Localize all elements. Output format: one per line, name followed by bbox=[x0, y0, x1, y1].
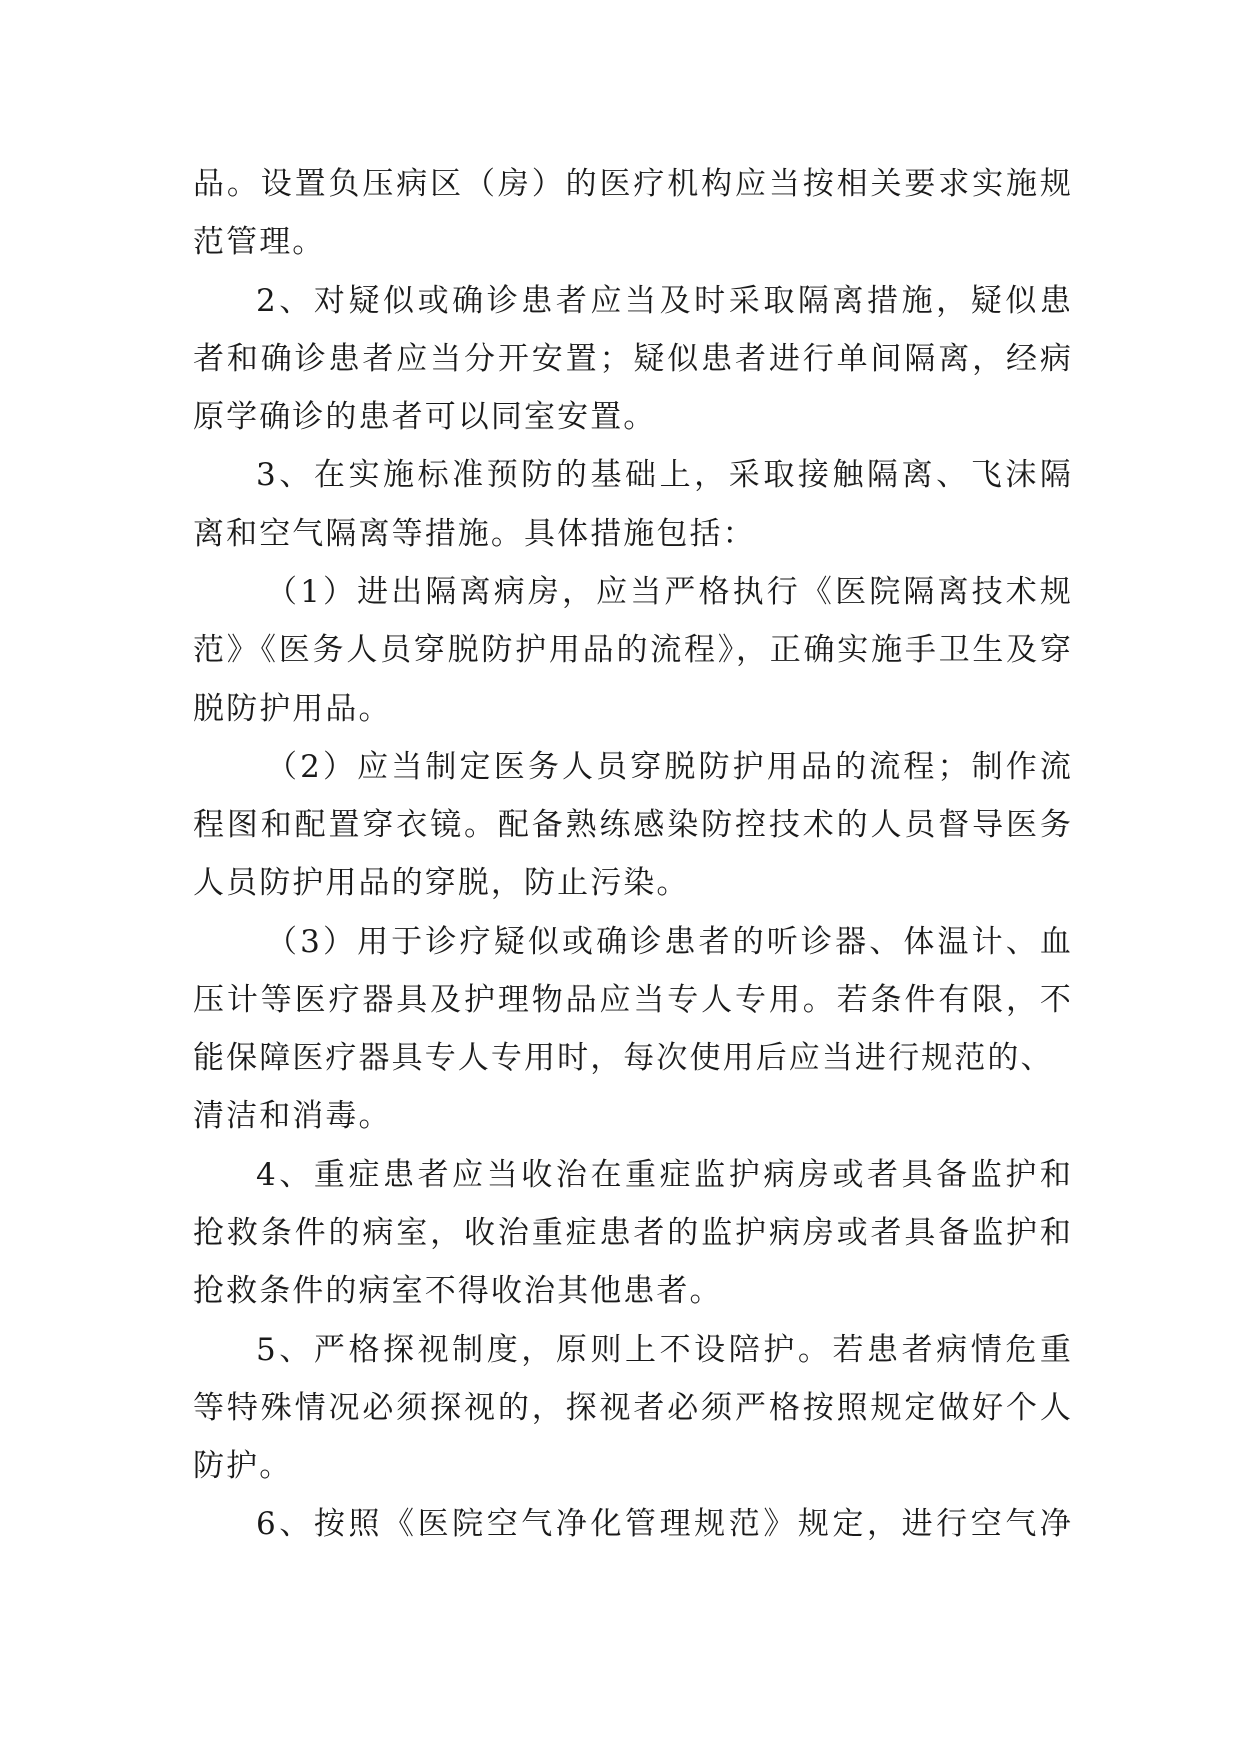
text-line: 人员防护用品的穿脱，防止污染。 bbox=[193, 865, 690, 901]
text-line: 4、重症患者应当收治在重症监护病房或者具备监护和 bbox=[256, 1157, 1073, 1193]
text-line: 抢救条件的病室不得收治其他患者。 bbox=[193, 1273, 723, 1309]
text-line: 范》《医务人员穿脱防护用品的流程》，正确实施手卫生及穿 bbox=[193, 632, 1073, 668]
text-line: 程图和配置穿衣镜。配备熟练感染防控技术的人员督导医务 bbox=[193, 807, 1073, 843]
text-line: 等特殊情况必须探视的，探视者必须严格按照规定做好个人 bbox=[193, 1390, 1073, 1426]
text-line: （2）应当制定医务人员穿脱防护用品的流程；制作流 bbox=[266, 749, 1073, 785]
text-line: （1）进出隔离病房，应当严格执行《医院隔离技术规 bbox=[266, 574, 1073, 610]
text-line: 6、按照《医院空气净化管理规范》规定，进行空气净 bbox=[256, 1506, 1073, 1542]
text-line: 防护。 bbox=[193, 1448, 293, 1484]
text-line: 清洁和消毒。 bbox=[193, 1098, 392, 1134]
text-line: 者和确诊患者应当分开安置；疑似患者进行单间隔离，经病 bbox=[193, 341, 1073, 377]
text-line: 范管理。 bbox=[193, 224, 326, 260]
text-line: 品。设置负压病区（房）的医疗机构应当按相关要求实施规 bbox=[193, 166, 1073, 202]
text-line: 脱防护用品。 bbox=[193, 691, 392, 727]
text-line: 离和空气隔离等措施。具体措施包括： bbox=[193, 516, 756, 552]
text-line: 2、对疑似或确诊患者应当及时采取隔离措施，疑似患 bbox=[256, 283, 1073, 319]
text-line: 抢救条件的病室，收治重症患者的监护病房或者具备监护和 bbox=[193, 1215, 1073, 1251]
text-line: 压计等医疗器具及护理物品应当专人专用。若条件有限，不 bbox=[193, 982, 1073, 1018]
text-line: 原学确诊的患者可以同室安置。 bbox=[193, 399, 657, 435]
text-line: 5、严格探视制度，原则上不设陪护。若患者病情危重 bbox=[256, 1332, 1073, 1368]
text-line: （3）用于诊疗疑似或确诊患者的听诊器、体温计、血 bbox=[266, 924, 1073, 960]
text-line: 3、在实施标准预防的基础上，采取接触隔离、飞沫隔 bbox=[256, 457, 1073, 493]
text-line: 能保障医疗器具专人专用时，每次使用后应当进行规范的、 bbox=[193, 1040, 1054, 1076]
